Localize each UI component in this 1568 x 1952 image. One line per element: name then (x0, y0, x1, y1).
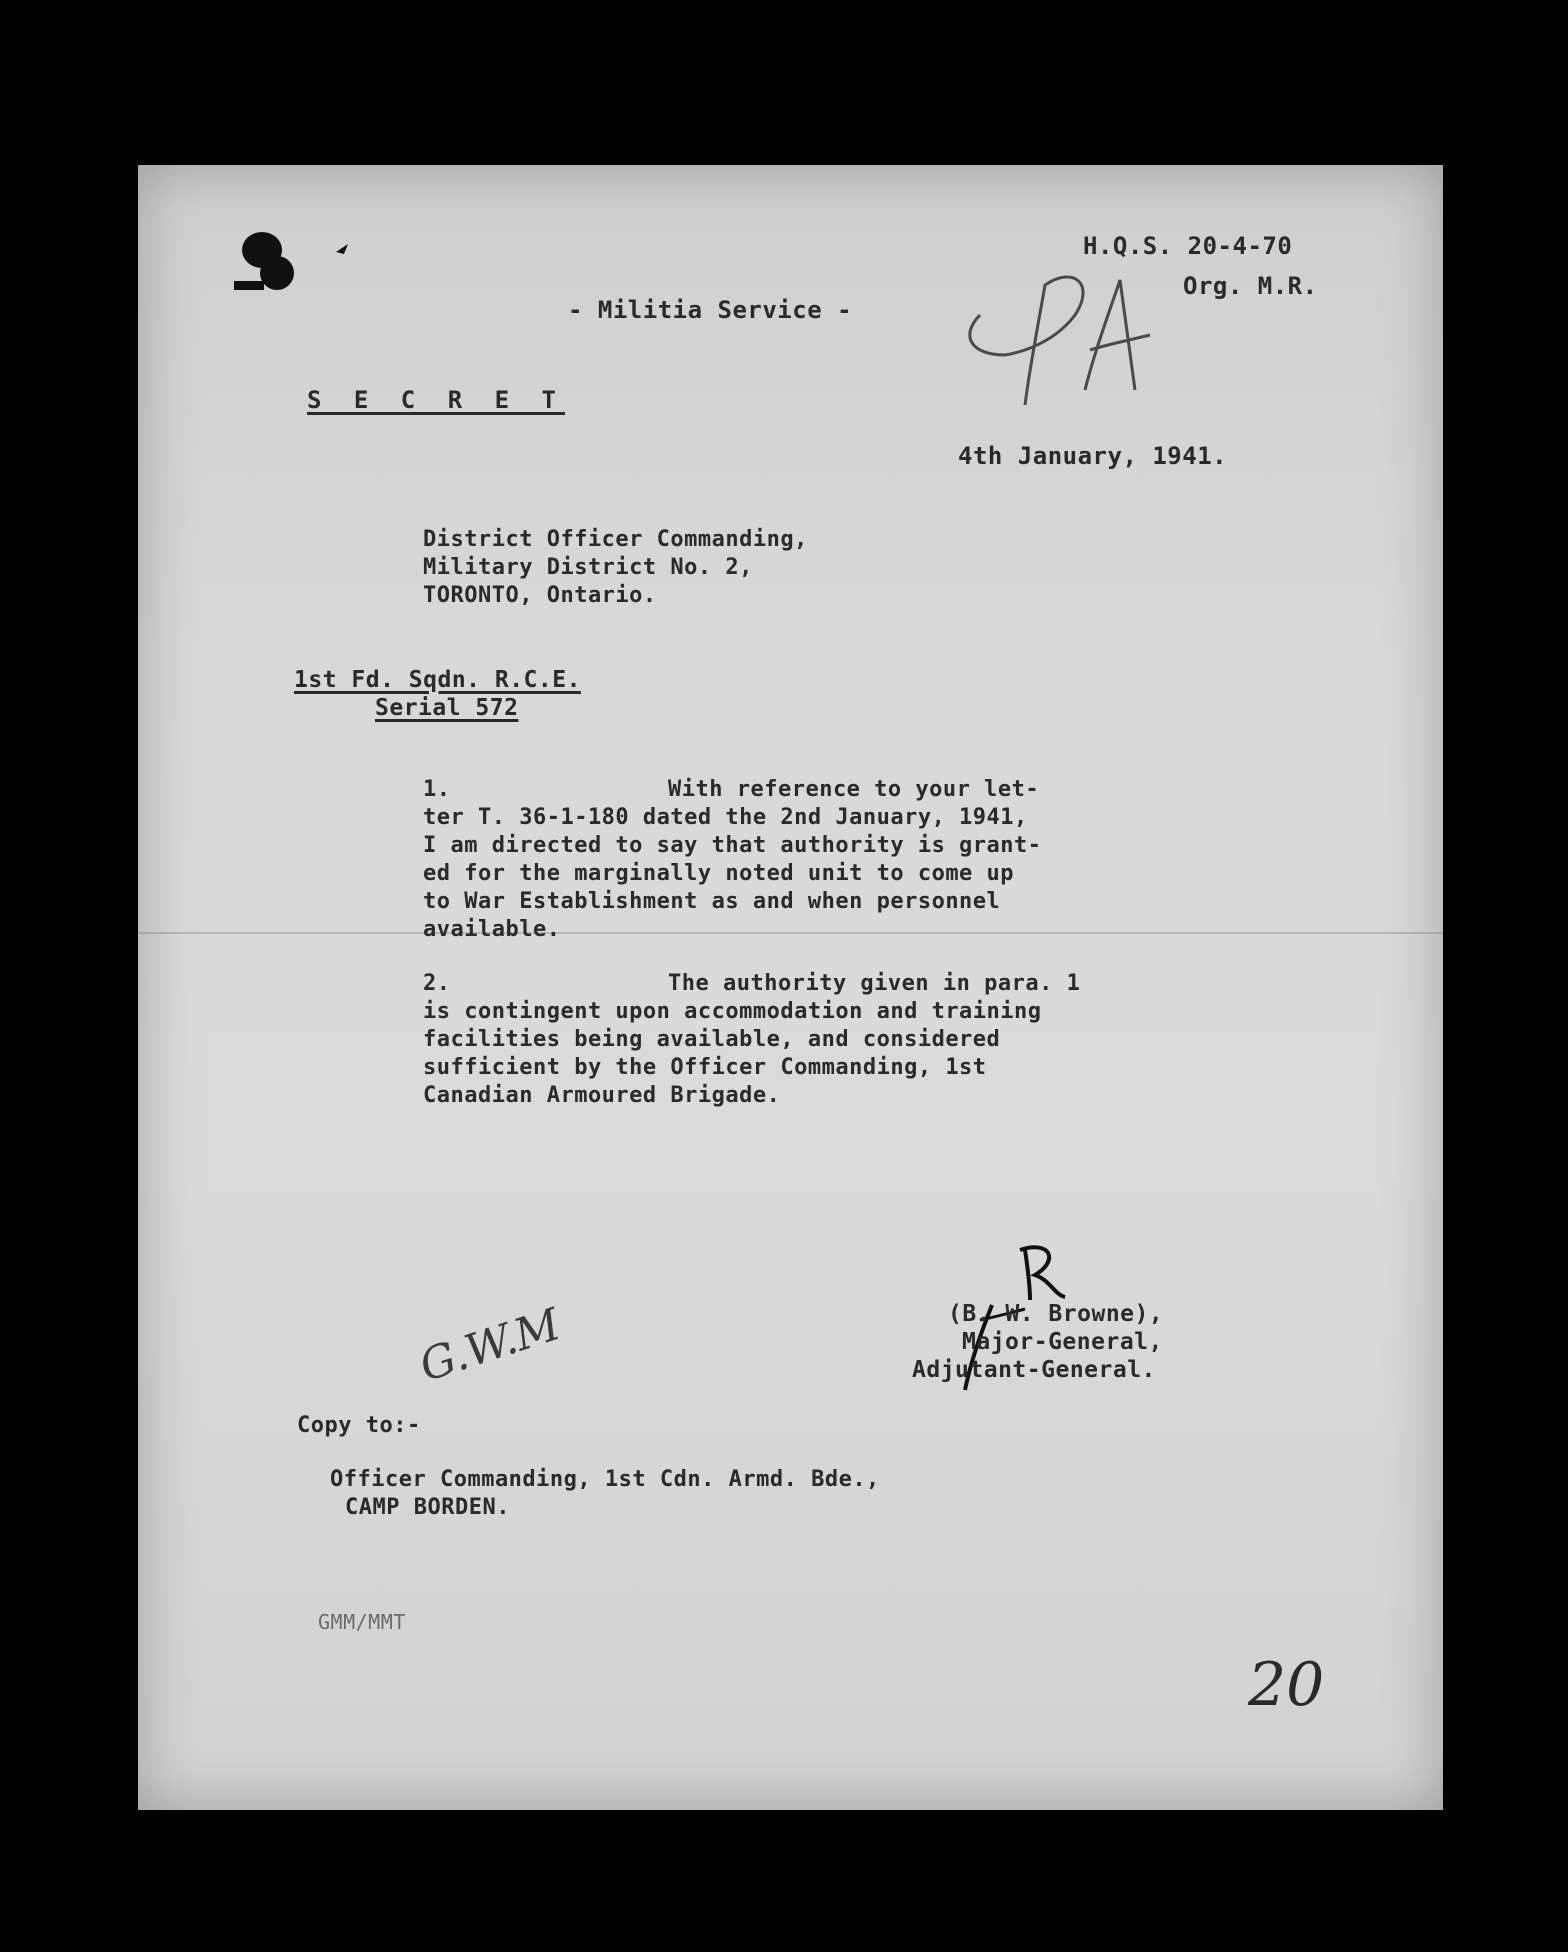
handwritten-page-number: 20 (1248, 1650, 1325, 1720)
copy-to-line-1: Officer Commanding, 1st Cdn. Armd. Bde., (330, 1467, 880, 1492)
ink-blot-mark (232, 228, 372, 308)
file-reference: H.Q.S. 20-4-70 (1083, 232, 1293, 260)
para-2-number: 2. (423, 971, 451, 996)
para-2-line-5: Canadian Armoured Brigade. (423, 1083, 781, 1108)
copy-to-line-2: CAMP BORDEN. (345, 1495, 510, 1520)
reference-initials: GMM/MMT (318, 1610, 406, 1634)
signature-name: (B. W. Browne), (948, 1301, 1164, 1327)
signature-rank: Major-General, (962, 1329, 1163, 1355)
para-2-line-2: is contingent upon accommodation and training (423, 999, 1042, 1024)
subject-serial: Serial 572 (375, 695, 519, 721)
para-2-line-4: sufficient by the Officer Commanding, 1st (423, 1055, 987, 1080)
para-1-line-3: I am directed to say that authority is grant- (423, 833, 1042, 858)
handwritten-initials-gwm: G.W.M (413, 1298, 567, 1393)
para-2-line-3: facilities being available, and considered (423, 1027, 1001, 1052)
service-heading: - Militia Service - (568, 296, 853, 324)
letter-date: 4th January, 1941. (958, 442, 1228, 470)
signature-title: Adjutant-General. (912, 1357, 1156, 1383)
para-1-line-6: available. (423, 917, 561, 942)
para-1-line-2: ter T. 36-1-180 dated the 2nd January, 1941, (423, 805, 1028, 830)
para-2-line-1: The authority given in para. 1 (668, 971, 1081, 996)
classification-secret: S E C R E T (307, 386, 565, 414)
para-1-number: 1. (423, 777, 451, 802)
addressee-line-3: TORONTO, Ontario. (423, 583, 657, 608)
addressee-line-2: Military District No. 2, (423, 555, 753, 580)
handwritten-initials-pa (945, 255, 1175, 415)
addressee-line-1: District Officer Commanding, (423, 527, 808, 552)
para-1-line-4: ed for the marginally noted unit to come up (423, 861, 1015, 886)
para-1-line-5: to War Establishment as and when personnel (423, 889, 1001, 914)
para-1-line-1: With reference to your let- (668, 777, 1040, 802)
copy-to-label: Copy to:- (297, 1413, 421, 1438)
org-reference: Org. M.R. (1183, 272, 1318, 300)
fold-line (138, 932, 1443, 934)
subject-unit: 1st Fd. Sqdn. R.C.E. (294, 667, 581, 693)
